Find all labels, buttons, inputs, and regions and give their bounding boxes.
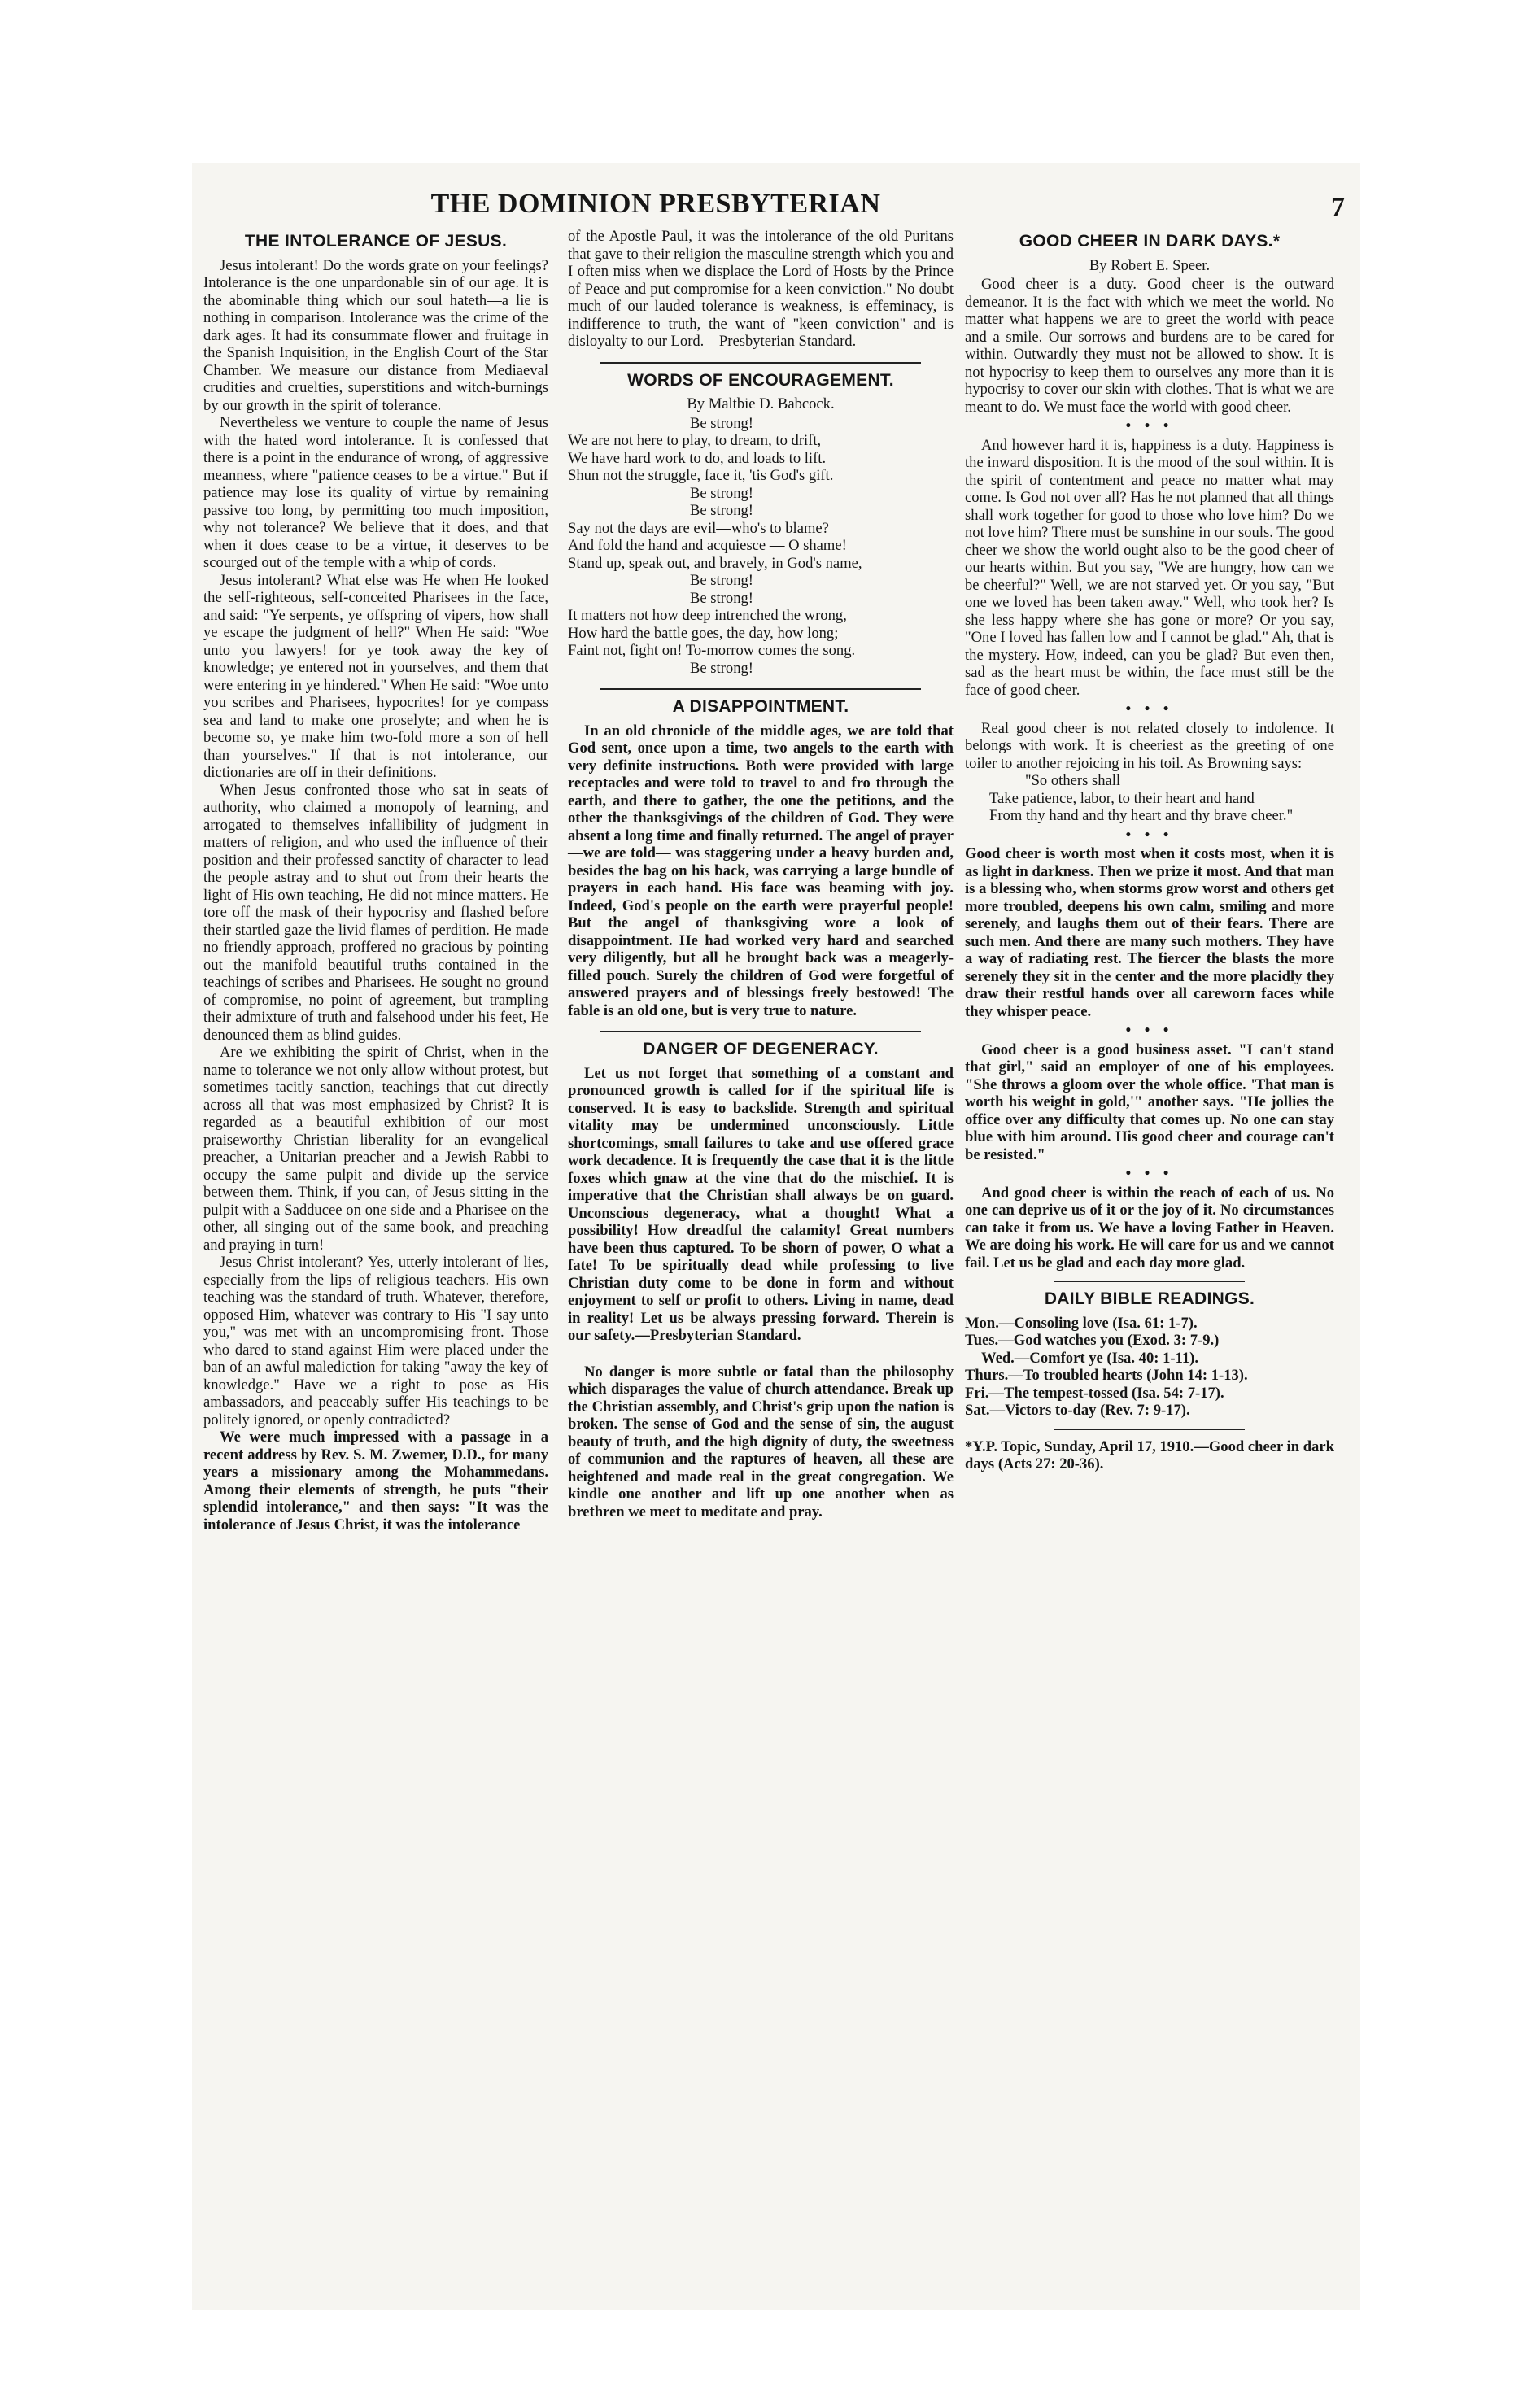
poem-line: Shun not the struggle, face it, 'tis God's gift. bbox=[568, 467, 834, 484]
column-3 bbox=[965, 228, 1334, 1473]
browning-quote bbox=[965, 772, 1334, 825]
article-paragraph: Jesus Christ intolerant? Yes, utterly intolerant of lies, especially from the lips of religious teachers. His own teaching was the standard of truth. Whatever, therefore, opposed Him, whatever was contrary to His "I say unto you," was met with an uncompromising front. Those who dared to stand against Him were placed under the ban of an awful malediction for taking "away the key of knowledge." Have we a right to pose as His ambassadors, and peaceably suffer His teachings to be politely ignored, or openly contradicted? bbox=[203, 1254, 548, 1429]
poem-line: It matters not how deep intrenched the wrong, bbox=[568, 607, 847, 624]
poem-refrain: Be strong! bbox=[690, 572, 753, 589]
section-ornament: • • • bbox=[1125, 1165, 1174, 1182]
article-paragraph: Let us not forget that something of a constant and pronounced growth is called for if the spiritual life is conserved. It is easy to backslide. Strength and spiritual vitality may be undermined unconsciously. Little shortcomings, small failures to take and use offered grace work decadence. It is frequently the case that it is the little foxes which gnaw at the vine that do the mischief. It is imperative that the Christian shall always be on guard. Unconscious degeneracy, what a thought! What a possibility! How dreadful the calamity! Great numbers have been thus captured. To be shorn of power, O what a fate! To be spiritually dead while professing to live Christian duty come to be done in form and without enjoyment to self or profit to others. Living in name, dead in reality! Let us be always pressing forward. Therein is our safety.—Presbyterian Standard. bbox=[568, 1064, 954, 1344]
article-paragraph: No danger is more subtle or fatal than the philosophy which disparages the value of church attendance. Break up the Christian assembly, and Christ's grip upon the nation is broken. The sense of God and the sense of sin, the august beauty of truth, and the high dignity of duty, the sweetness of communion and the raptures of heaven, all these are heightened and made real in the great congregation. We kindle one another and lift up one another when as brethren we meet to meditate and pray. bbox=[568, 1363, 954, 1520]
article-title-intolerance: THE INTOLERANCE OF JESUS. bbox=[244, 232, 508, 251]
section-ornament: • • • bbox=[1125, 826, 1174, 844]
reading-item: Fri.—The tempest-tossed (Isa. 54: 7-17). bbox=[965, 1384, 1224, 1402]
article-paragraph: Jesus intolerant! Do the words grate on your feelings? Intolerance is the one unpardonable sin of our age. It is the abominable thing which our soul hateth—a lie is nothing in comparison. Intolerance was the crime of the dark ages. It had its consummate flower and fruitage in the Spanish Inquisition, in the English Court of the Star Chamber. We measure our distance from Mediaeval crudities and cruelties, superstitions and witch-burnings by our growth in the spirit of tolerance. bbox=[203, 256, 548, 414]
poem-refrain: Be strong! bbox=[690, 589, 753, 607]
column-1 bbox=[203, 228, 548, 1533]
poem-refrain: Be strong! bbox=[690, 659, 753, 677]
section-divider bbox=[600, 1031, 921, 1032]
article-continuation: of the Apostle Paul, it was the intolerance of the old Puritans that gave to their religion the masculine strength which you and I often miss when we displace the Lord of Hosts by the Prince of Peace and put compromise for a keen conviction." No doubt much of our lauded tolerance is weakness, is effeminacy, is indifference to truth, the want of "keen conviction" and is disloyalty to our Lord.—Presbyterian Standard. bbox=[568, 228, 954, 350]
section-divider bbox=[600, 362, 921, 364]
poem-line: We have hard work to do, and loads to lift. bbox=[568, 449, 827, 467]
article-paragraph: Good cheer is a good business asset. "I can't stand that girl," said an employer of one of his employees. "She throws a gloom over the whole office. 'That man is worth his weight in gold,'" another says. "He jollies the office over any difficulty that comes up. No one can stay blue with him around. His good cheer and courage can't be resisted." bbox=[965, 1040, 1334, 1163]
quote-line: "So others shall bbox=[1025, 772, 1121, 789]
byline: By Robert E. Speer. bbox=[1089, 256, 1211, 274]
article-title-readings: DAILY BIBLE READINGS. bbox=[1044, 1289, 1255, 1308]
quote-line: Take patience, labor, to their heart and hand bbox=[989, 789, 1255, 807]
reading-item: Sat.—Victors to-day (Rev. 7: 9-17). bbox=[965, 1402, 1190, 1419]
section-ornament: • • • bbox=[1125, 417, 1174, 434]
quote-line: From thy hand and thy heart and thy brave cheer." bbox=[989, 807, 1294, 824]
article-paragraph: Good cheer is worth most when it costs most, when it is as light in darkness. Then we prize it most. And that man is a blessing who, when storms grow worst and others get more troubled, deepens his own calm, smiling and more serenely, and laughs them out of their fears. There are such men. And there are many such mothers. They have a way of radiating rest. The fiercer the blasts the more serenely they sit in the center and the more placidly they draw their restful hands over all careworn faces while they whisper peace. bbox=[965, 845, 1334, 1020]
poem-refrain: Be strong! bbox=[690, 414, 753, 432]
reading-item: Mon.—Consoling love (Isa. 61: 1-7). bbox=[965, 1314, 1198, 1332]
article-title-degeneracy: DANGER OF DEGENERACY. bbox=[643, 1040, 879, 1058]
reading-item: Thurs.—To troubled hearts (John 14: 1-13). bbox=[965, 1367, 1248, 1384]
readings-list bbox=[965, 1315, 1334, 1420]
poem-line: How hard the battle goes, the day, how long; bbox=[568, 624, 839, 642]
page-number: 7 bbox=[1331, 192, 1345, 222]
article-paragraph: We were much impressed with a passage in a recent address by Rev. S. M. Zwemer, D.D., for many years a missionary among the Mohammedans. Among their elements of strength, he puts "their splendid intolerance," and then says: "It was the intolerance of Jesus Christ, it was the intolerance bbox=[203, 1429, 548, 1533]
section-divider bbox=[1054, 1281, 1245, 1282]
poem bbox=[568, 415, 954, 678]
article-title-disappointment: A DISAPPOINTMENT. bbox=[672, 697, 849, 716]
article-paragraph: When Jesus confronted those who sat in seats of authority, who claimed a monopoly of learning, and arrogated to themselves infallibility of judgment in matters of religion, and who used the influence of their position and their professed sanctity of character to lead the people astray and to shut out from their hearts the light of His own teaching, He did not mince matters. He tore off the mask of their hypocrisy and flashed before their startled gaze the livid flames of perdition. He made no friendly approach, proffered no gracious by pointing out the manifold beautiful truths contained in the teachings of scribes and Pharisees. He sought no ground of compromise, no point of agreement, but trampling their admixture of truth and falsehood under his feet, He denounced them as blind guides. bbox=[203, 781, 548, 1044]
byline: By Maltbie D. Babcock. bbox=[687, 395, 835, 412]
section-ornament: • • • bbox=[1125, 1022, 1174, 1039]
section-ornament: • • • bbox=[1125, 700, 1174, 718]
reading-item: Tues.—God watches you (Exod. 3: 7-9.) bbox=[965, 1332, 1220, 1349]
section-divider bbox=[657, 1354, 864, 1355]
article-paragraph: Jesus intolerant? What else was He when He looked the self-righteous, self-conceited Pharisees in the face, and said: "Ye serpents, ye offspring of vipers, how shall ye escape the judgment of hell?" When He said: "Woe unto you lawyers! for ye took away the key of knowledge; ye entered not in yourselves, and them that were entering in ye hindered." When He said: "Woe unto you scribes and Pharisees, hypocrites! for ye compass sea and land to make one proselyte; and when he is become so, ye make him two-fold more a son of hell than yourselves." If that is not intolerance, our dictionaries are off in their definitions. bbox=[203, 571, 548, 781]
article-paragraph: Are we exhibiting the spirit of Christ, when in the name to tolerance we not only allow without protest, but sometimes tacitly sanction, teachings that cut directly across all that was most emphasized by Christ? It is regarded as a beautiful exhibition of our most praiseworthy Christian liberality for an evangelical preacher, a Unitarian preacher and a Jewish Rabbi to occupy the same pulpit and divide up the service between them. Think, if you can, of Jesus sitting in the pulpit with a Sadducee on one side and a Pharisee on the other, all singing out of the same book, and preaching and praying in turn! bbox=[203, 1044, 548, 1254]
article-title-encouragement: WORDS OF ENCOURAGEMENT. bbox=[627, 370, 894, 390]
poem-line: Faint not, fight on! To-morrow comes the song. bbox=[568, 642, 856, 659]
article-paragraph: And however hard it is, happiness is a duty. Happiness is the inward disposition. It is the mood of the soul within. It is the spirit of contentment and peace no matter what may come. Is God not over all? Has he not planned that all things shall work together for good to those who love him? Do we not love him? There must be sunshine in our souls. The good cheer we show the world ought also to be the good cheer of our hearts within. But you say, "We are hungry, how can we be cheerful?" Well, we are not starved yet. Or you say, "But one we loved has been taken away." Well, who took her? Is she less happy where she has gone or more? Or you say, "One I loved has fallen low and I cannot be glad." Ah, that is the mystery. How, indeed, can you be glad? But even then, sad as the heart must be within, the face must still be the face of good cheer. bbox=[965, 436, 1334, 699]
reading-item: Wed.—Comfort ye (Isa. 40: 1-11). bbox=[981, 1349, 1198, 1367]
masthead: THE DOMINION PRESBYTERIAN bbox=[430, 189, 881, 219]
article-paragraph: Nevertheless we venture to couple the name of Jesus with the hated word intolerance. It is confessed that there is a point in the endurance of wrong, of aggressive meanness, where "patience ceases to be a virtue." But if patience may lose its quality of virtue by remaining passive too long, by permitting too much imposition, why not tolerance? We believe that it does, and that when it does cease to be a virtue, it deserves to be scourged out of the temple with a whip of cords. bbox=[203, 414, 548, 571]
article-paragraph: Good cheer is a duty. Good cheer is the outward demeanor. It is the fact with which we meet the world. No matter what happens we are to greet the world with peace and a smile. Our sorrows and burdens are to be cared for within. Outwardly they must not be allowed to show. It is not hypocrisy to keep them to ourselves any more than it is hypocrisy to cover our skin with clothes. That is what we are meant to do. We must face the world with good cheer. bbox=[965, 276, 1334, 416]
poem-refrain: Be strong! bbox=[690, 502, 753, 519]
poem-line: Say not the days are evil—who's to blame? bbox=[568, 519, 829, 537]
article-paragraph: Real good cheer is not related closely to indolence. It belongs with work. It is cheeriest as the greeting of one toiler to another rejoicing in his toil. As Browning says: bbox=[965, 719, 1334, 772]
footnote: *Y.P. Topic, Sunday, April 17, 1910.—Good cheer in dark days (Acts 27: 20-36). bbox=[965, 1437, 1334, 1472]
article-paragraph: In an old chronicle of the middle ages, we are told that God sent, once upon a time, two angels to the earth with very definite instructions. Both were provided with large receptacles and were told to travel to and fro through the earth, and there to gather, the one the petitions, and the other the thanksgivings of the children of God. They were absent a long time and finally returned. The angel of prayer—we are told— was staggering under a heavy burden and, besides the bag on his back, was carrying a large bundle of prayers in each hand. His face was beaming with joy. Indeed, God's people on the earth were prayerful people! But the angel of thanksgiving wore a look of disappointment. He had worked very hard and searched very diligently, but all he brought back was a meagerly-filled pouch. Surely the children of God were forgetful of answered prayers and of blessings freely bestowed! The fable is an old one, but is very true to nature. bbox=[568, 722, 954, 1019]
poem-line: We are not here to play, to dream, to drift, bbox=[568, 432, 822, 449]
section-divider bbox=[600, 688, 921, 690]
poem-refrain: Be strong! bbox=[690, 484, 753, 502]
poem-line: Stand up, speak out, and bravely, in God's name, bbox=[568, 554, 862, 572]
article-paragraph: And good cheer is within the reach of each of us. No one can deprive us of it or the joy of it. No circumstances can take it from us. We have a loving Father in Heaven. We are doing his work. He will care for us and we cannot fail. Let us be glad and each day more glad. bbox=[965, 1184, 1334, 1272]
poem-line: And fold the hand and acquiesce — O shame! bbox=[568, 537, 847, 554]
section-divider bbox=[1054, 1429, 1245, 1430]
column-2 bbox=[568, 228, 954, 1520]
article-title-good-cheer: GOOD CHEER IN DARK DAYS.* bbox=[1019, 232, 1281, 251]
